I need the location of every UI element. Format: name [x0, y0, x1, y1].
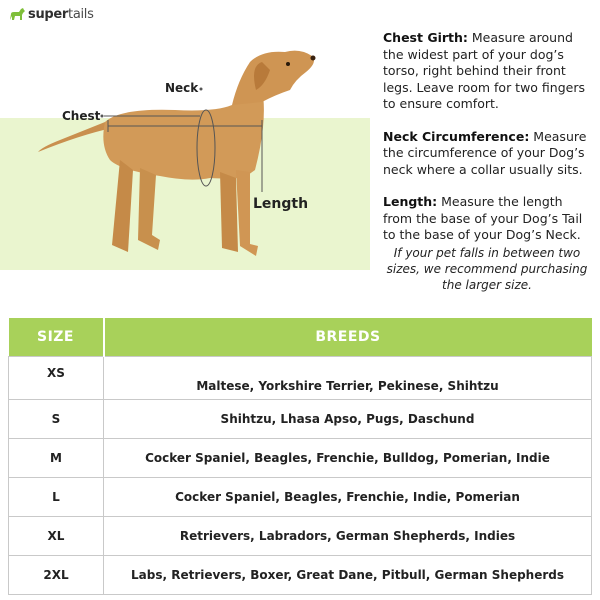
- size-cell: XS: [9, 357, 104, 400]
- breeds-cell: Maltese, Yorkshire Terrier, Pekinese, Shihtzu: [104, 357, 592, 400]
- size-cell: XL: [9, 517, 104, 556]
- table-row: [9, 478, 592, 517]
- breeds-cell: Shihtzu, Lhasa Apso, Pugs, Daschund: [104, 400, 592, 439]
- table-row: [9, 357, 592, 400]
- header-breeds: BREEDS: [104, 318, 592, 357]
- dog-head: [232, 51, 314, 105]
- neck-pointer: [200, 88, 203, 91]
- measurement-instructions: [383, 30, 595, 260]
- size-cell: M: [9, 439, 104, 478]
- dog-leg-front-right: [236, 170, 258, 256]
- header-size: SIZE: [9, 318, 104, 357]
- dog-eye: [286, 62, 290, 66]
- label-neck: Neck: [165, 81, 199, 95]
- breeds-cell: Cocker Spaniel, Beagles, Frenchie, Bulldog, Pomerian, Indie: [104, 439, 592, 478]
- table-row: [9, 556, 592, 595]
- dog-illustration: [0, 40, 370, 280]
- dog-tail: [38, 120, 112, 152]
- breeds-cell: Cocker Spaniel, Beagles, Frenchie, Indie, Pomerian: [104, 478, 592, 517]
- instruction-chest-girth: Chest Girth: Measure around the widest part of your dog’s torso, right behind their front legs. Leave room for two fingers to ensure comfort.: [383, 30, 586, 111]
- logo-wordmark: supertails: [28, 6, 94, 22]
- size-table: [8, 318, 592, 595]
- instruction-neck: Neck Circumference: Measure the circumference of your Dog’s neck where a collar usually sits.: [383, 128, 587, 177]
- dog-leg-front-left: [220, 172, 238, 252]
- size-cell: L: [9, 478, 104, 517]
- table-row: [9, 517, 592, 556]
- dog-leg-back-right: [138, 168, 160, 250]
- table-header-row: [9, 318, 592, 357]
- breeds-cell: Retrievers, Labradors, German Shepherds, Indies: [104, 517, 592, 556]
- dog-leg-back-left: [112, 160, 133, 252]
- brand-logo: [8, 6, 94, 22]
- size-cell: 2XL: [9, 556, 104, 595]
- size-advice-note: If your pet falls in between two sizes, we recommend purchasing the larger size.: [386, 246, 588, 292]
- label-chest: Chest: [62, 109, 101, 123]
- dog-nose: [311, 56, 316, 61]
- size-cell: S: [9, 400, 104, 439]
- table-row: [9, 439, 592, 478]
- table-row: [9, 400, 592, 439]
- breeds-cell: Labs, Retrievers, Boxer, Great Dane, Pitbull, German Shepherds: [104, 556, 592, 595]
- label-length: Length: [253, 196, 309, 212]
- dog-silhouette-icon: [8, 6, 26, 22]
- instruction-length: Length: Measure the length from the base of your Dog’s Tail to the base of your Dog’s Neck.: [383, 194, 583, 242]
